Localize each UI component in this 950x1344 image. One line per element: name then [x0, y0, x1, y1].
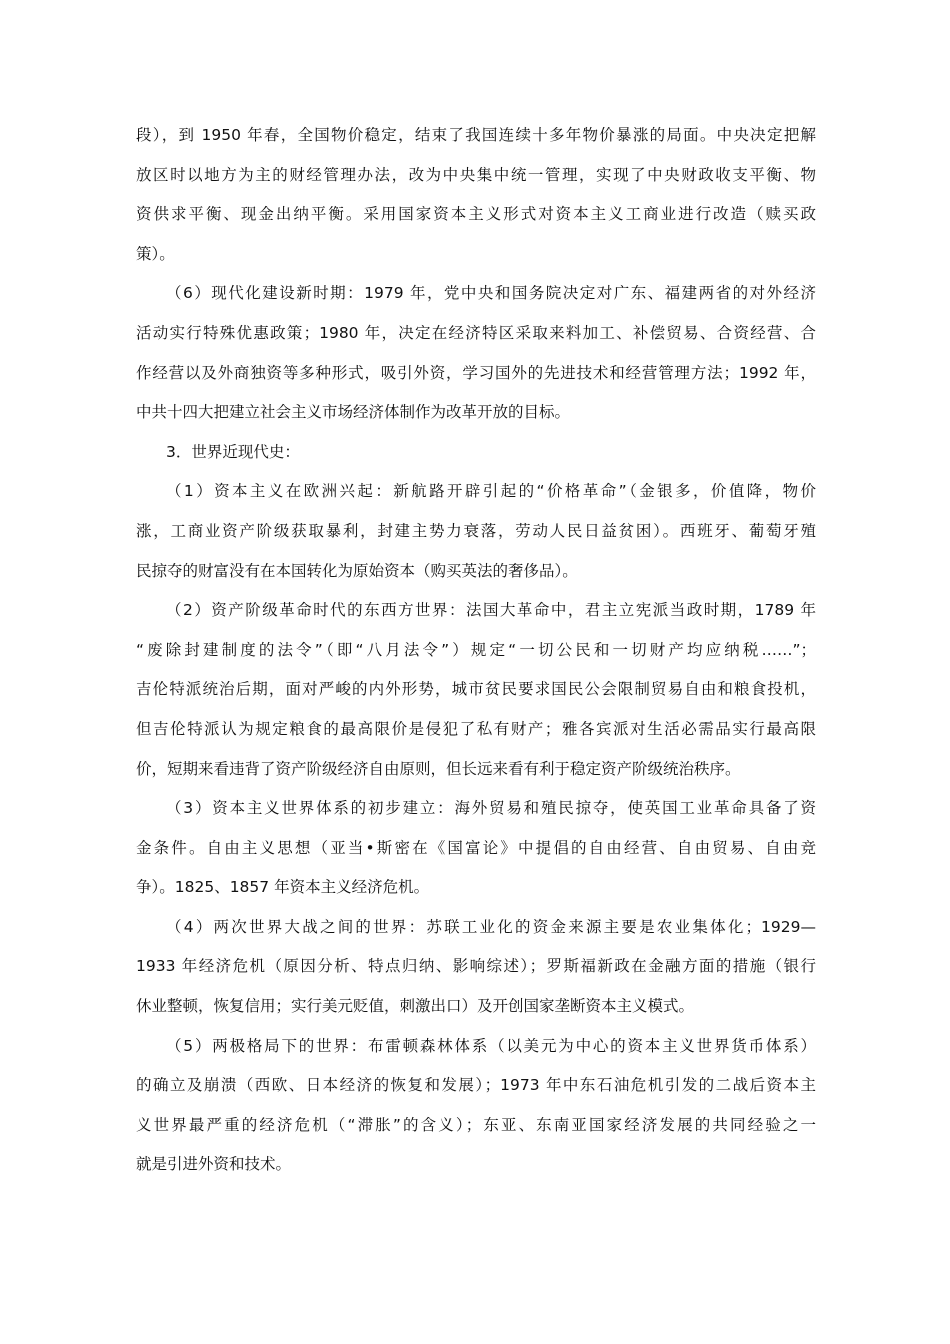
- text-line: （2）资产阶级革命时代的东西方世界：法国大革命中，君主立宪派当政时期，1789 年: [166, 601, 816, 620]
- paragraph-interwar-world: [136, 908, 816, 1027]
- text-line: 金条件。自由主义思想（亚当•斯密在《国富论》中提倡的自由经营、自由贸易、自由竞: [136, 838, 816, 857]
- text-line: （3）资本主义世界体系的初步建立：海外贸易和殖民掠夺，使英国工业革命具备了资: [166, 799, 816, 818]
- text-line: （6）现代化建设新时期：1979 年，党中央和国务院决定对广东、福建两省的对外经济: [166, 284, 816, 303]
- paragraph-modernization-period: [136, 274, 816, 432]
- text-line: 策）。: [136, 244, 175, 263]
- paragraph-world-system: [136, 789, 816, 908]
- text-line: 段），到 1950 年春，全国物价稳定，结束了我国连续十多年物价暴涨的局面。中央决定把解: [136, 126, 816, 144]
- text-line: 休业整顿，恢复信用；实行美元贬值，刺激出口）及开创国家垄断资本主义模式。: [136, 997, 695, 1016]
- paragraph-finance-unification: [136, 116, 816, 274]
- text-line: （1）资本主义在欧洲兴起：新航路开辟引起的“价格革命”（金银多，价值降，物价: [166, 482, 816, 501]
- text-line: 就是引进外资和技术。: [136, 1155, 292, 1174]
- text-line: 吉伦特派统治后期，面对严峻的内外形势，城市贫民要求国民公会限制贸易自由和粮食投机，: [136, 680, 816, 699]
- text-line: 1933 年经济危机（原因分析、特点归纳、影响综述）；罗斯福新政在金融方面的措施（银行: [136, 957, 816, 976]
- text-line: 争）。1825、1857 年资本主义经济危机。: [136, 878, 430, 897]
- text-line: 义世界最严重的经济危机（“滞胀”的含义）；东亚、东南亚国家经济发展的共同经验之一: [136, 1115, 816, 1134]
- text-line: 资供求平衡、现金出纳平衡。采用国家资本主义形式对资本主义工商业进行改造（赎买政: [136, 205, 816, 224]
- section-heading-world-history: [136, 433, 816, 473]
- paragraph-bipolar-world: [136, 1027, 816, 1185]
- document-page: [136, 116, 816, 1185]
- text-line: 作经营以及外商独资等多种形式，吸引外资，学习国外的先进技术和经营管理方法；1992 年，: [136, 363, 816, 382]
- section-heading: 3．世界近现代史：: [166, 442, 300, 461]
- text-line: 的确立及崩溃（西欧、日本经济的恢复和发展）；1973 年中东石油危机引发的二战后资本主: [136, 1076, 816, 1095]
- text-line: 涨，工商业资产阶级获取暴利，封建主势力衰落，劳动人民日益贫困）。西班牙、葡萄牙殖: [136, 521, 816, 540]
- text-line: 价，短期来看违背了资产阶级经济自由原则，但长远来看有利于稳定资产阶级统治秩序。: [136, 759, 741, 778]
- text-line: 中共十四大把建立社会主义市场经济体制作为改革开放的目标。: [136, 403, 571, 422]
- text-line: 民掠夺的财富没有在本国转化为原始资本（购买英法的奢侈品）。: [136, 561, 578, 580]
- paragraph-capitalism-rise: [136, 472, 816, 591]
- text-line: 活动实行特殊优惠政策；1980 年，决定在经济特区采取来料加工、补偿贸易、合资经营、合: [136, 323, 816, 342]
- text-line: 放区时以地方为主的财经管理办法，改为中央集中统一管理，实现了中央财政收支平衡、物: [136, 165, 816, 184]
- text-line: “废除封建制度的法令”（即“八月法令”）规定“一切公民和一切财产均应纳税……”；: [136, 640, 816, 659]
- text-line: 但吉伦特派认为规定粮食的最高限价是侵犯了私有财产；雅各宾派对生活必需品实行最高限: [136, 719, 816, 738]
- paragraph-bourgeois-revolution: [136, 591, 816, 789]
- text-line: （5）两极格局下的世界：布雷顿森林体系（以美元为中心的资本主义世界货币体系）: [166, 1036, 816, 1055]
- text-line: （4）两次世界大战之间的世界：苏联工业化的资金来源主要是农业集体化；1929—: [166, 917, 816, 936]
